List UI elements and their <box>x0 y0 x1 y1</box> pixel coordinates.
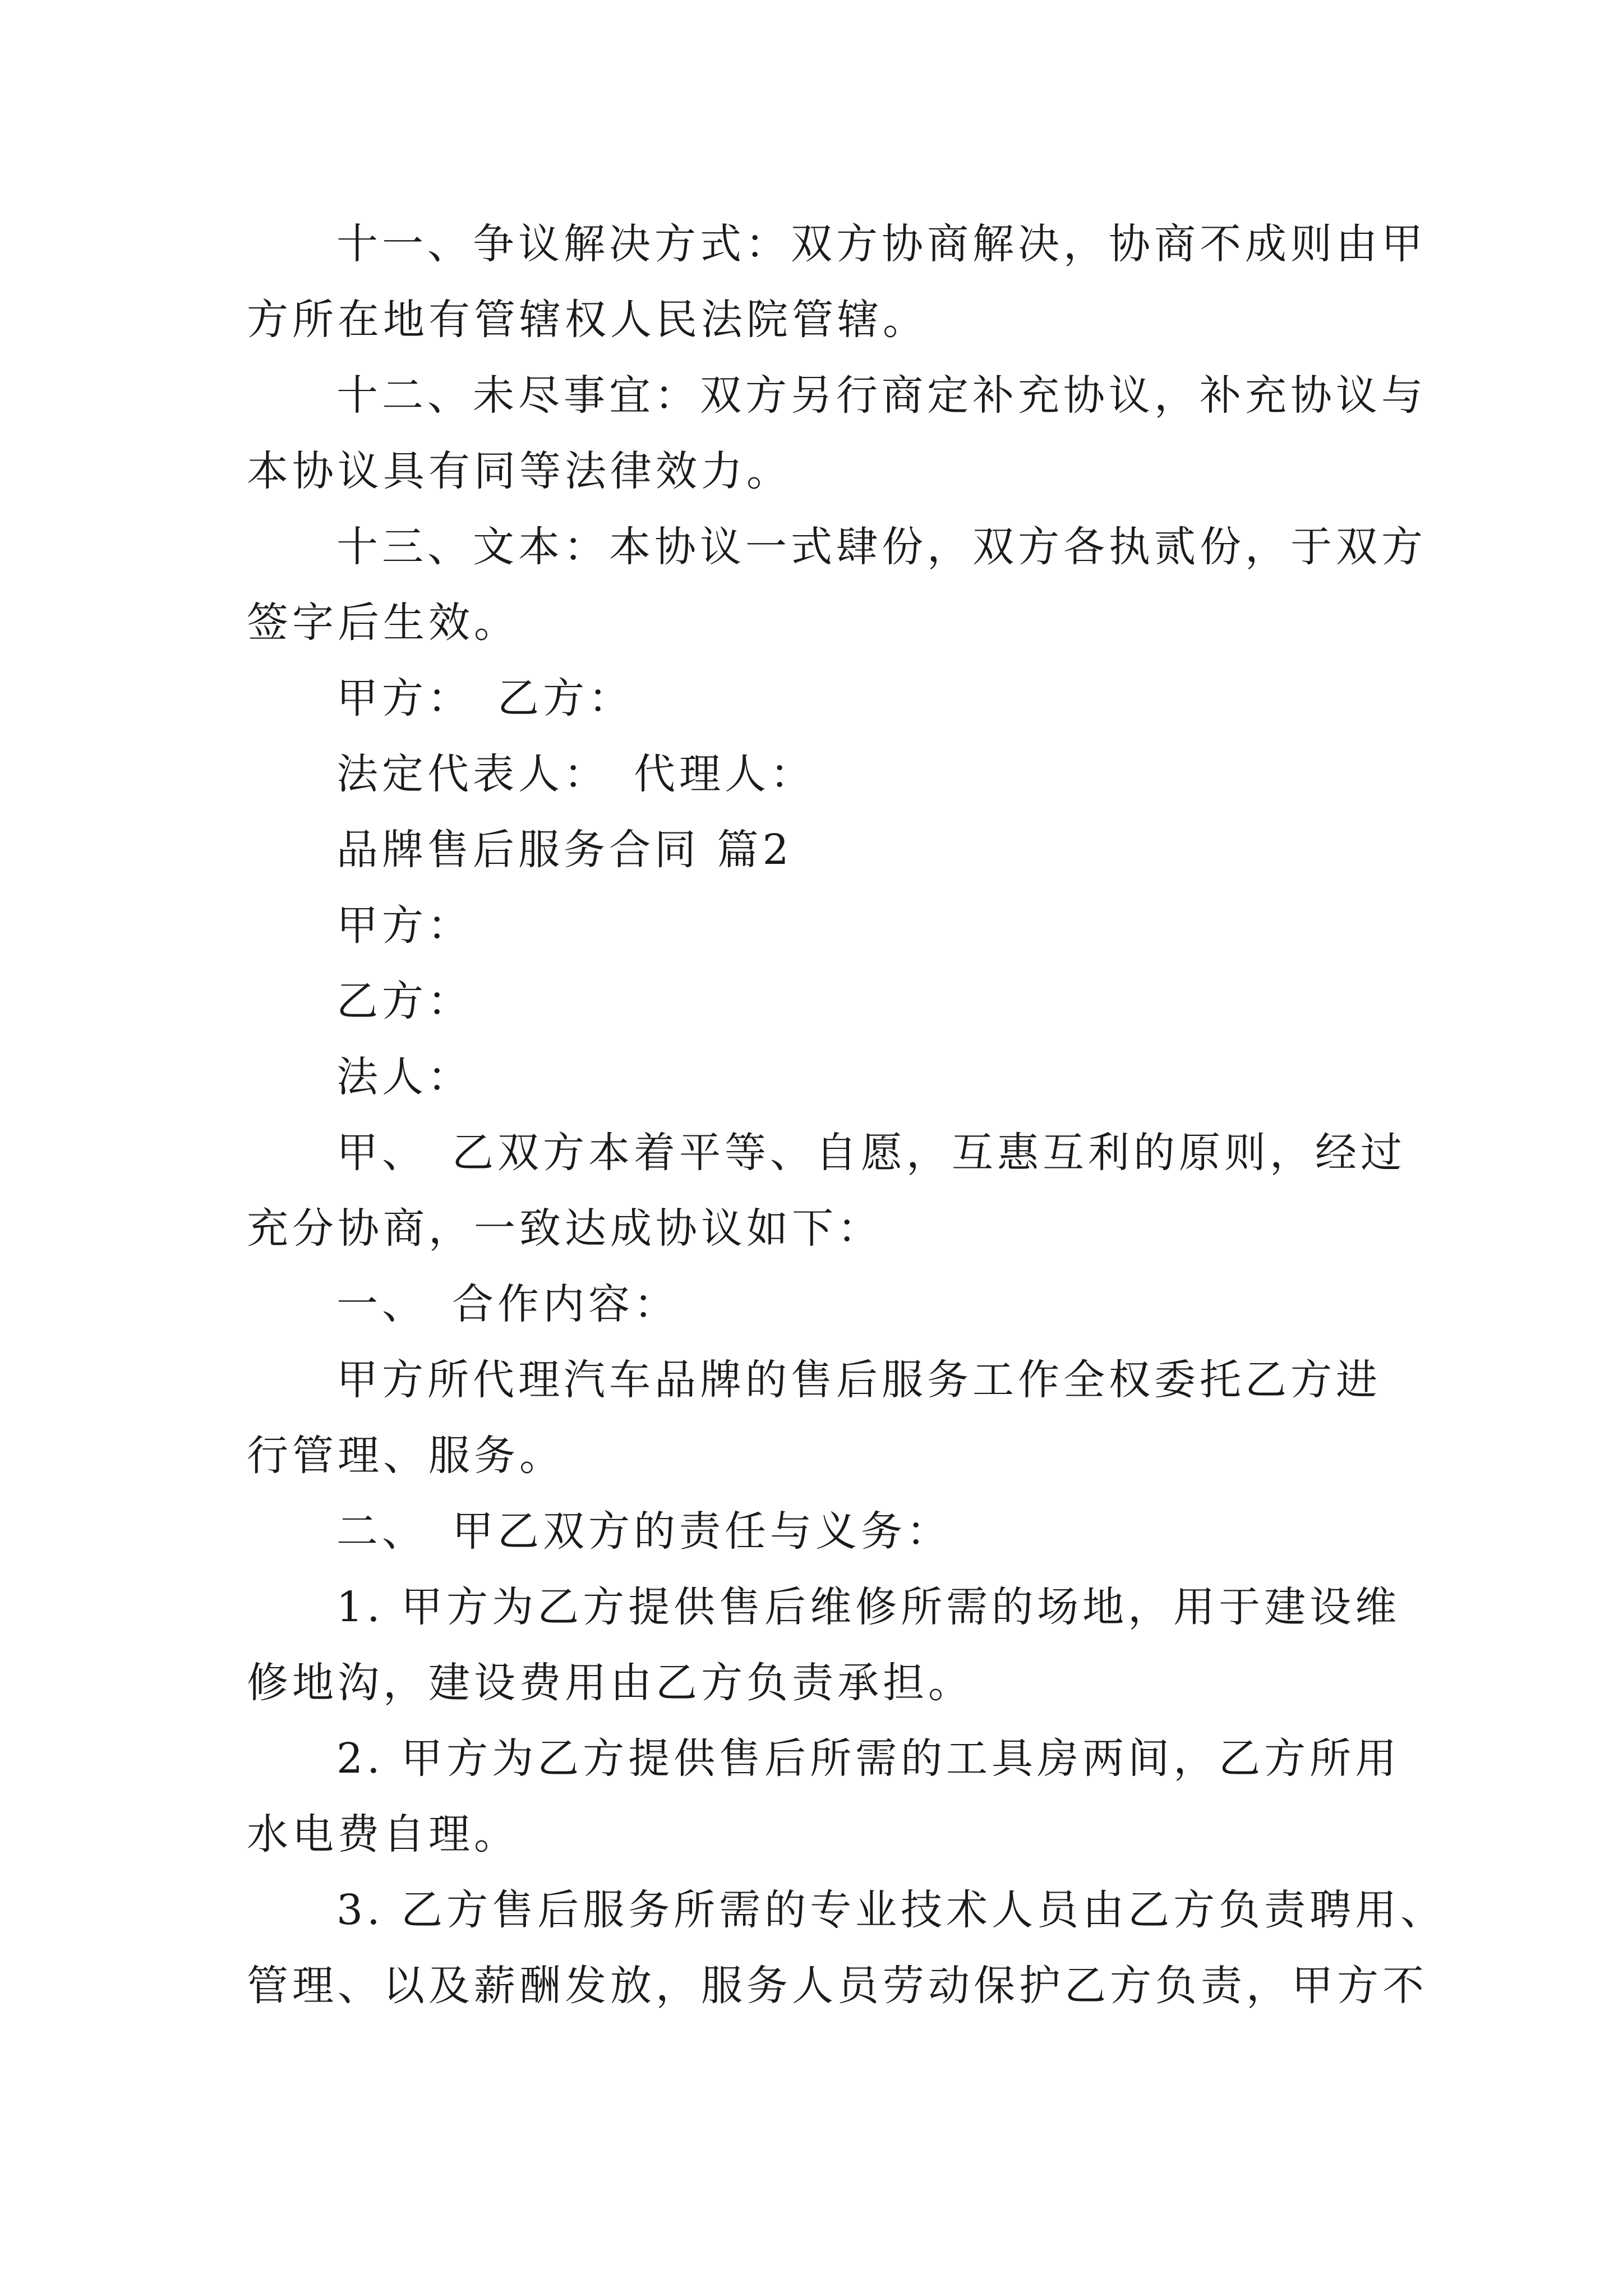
text-line: 法定代表人： 代理人： <box>336 750 815 798</box>
text-line: 签字后生效。 <box>247 599 519 647</box>
text-line: 十二、未尽事宜：双方另行商定补充协议，补充协议与 <box>336 371 1427 420</box>
text-line: 十三、文本：本协议一式肆份，双方各执贰份，于双方 <box>336 523 1427 571</box>
text-line: 本协议具有同等法律效力。 <box>247 447 792 495</box>
text-line: 品牌售后服务合同 篇2 <box>336 826 793 874</box>
text-line: 管理、以及薪酬发放，服务人员劳动保护乙方负责，甲方不 <box>247 1962 1428 2010</box>
text-line: 方所在地有管辖权人民法院管辖。 <box>247 296 928 344</box>
text-line: 充分协商，一致达成协议如下： <box>247 1204 883 1253</box>
text-line: 一、 合作内容： <box>336 1280 679 1328</box>
text-line: 甲方： 乙方： <box>336 674 634 723</box>
text-line: 法人： <box>336 1053 473 1101</box>
text-line: 甲方所代理汽车品牌的售后服务工作全权委托乙方进 <box>336 1356 1381 1404</box>
text-line: 1. 甲方为乙方提供售后维修所需的场地，用于建设维 <box>336 1583 1401 1631</box>
text-line: 3. 乙方售后服务所需的专业技术人员由乙方负责聘用、 <box>336 1886 1446 1934</box>
text-line: 修地沟，建设费用由乙方负责承担。 <box>247 1659 974 1707</box>
text-line: 行管理、服务。 <box>247 1432 565 1480</box>
text-line: 水电费自理。 <box>247 1810 519 1858</box>
text-line: 乙方： <box>336 977 473 1025</box>
text-line: 2. 甲方为乙方提供售后所需的工具房两间，乙方所用 <box>336 1734 1401 1783</box>
text-line: 二、 甲乙双方的责任与义务： <box>336 1507 952 1556</box>
text-line: 十一、争议解决方式：双方协商解决，协商不成则由甲 <box>336 220 1427 268</box>
text-line: 甲方： <box>336 901 473 950</box>
text-line: 甲、 乙双方本着平等、自愿，互惠互利的原则，经过 <box>336 1129 1406 1177</box>
